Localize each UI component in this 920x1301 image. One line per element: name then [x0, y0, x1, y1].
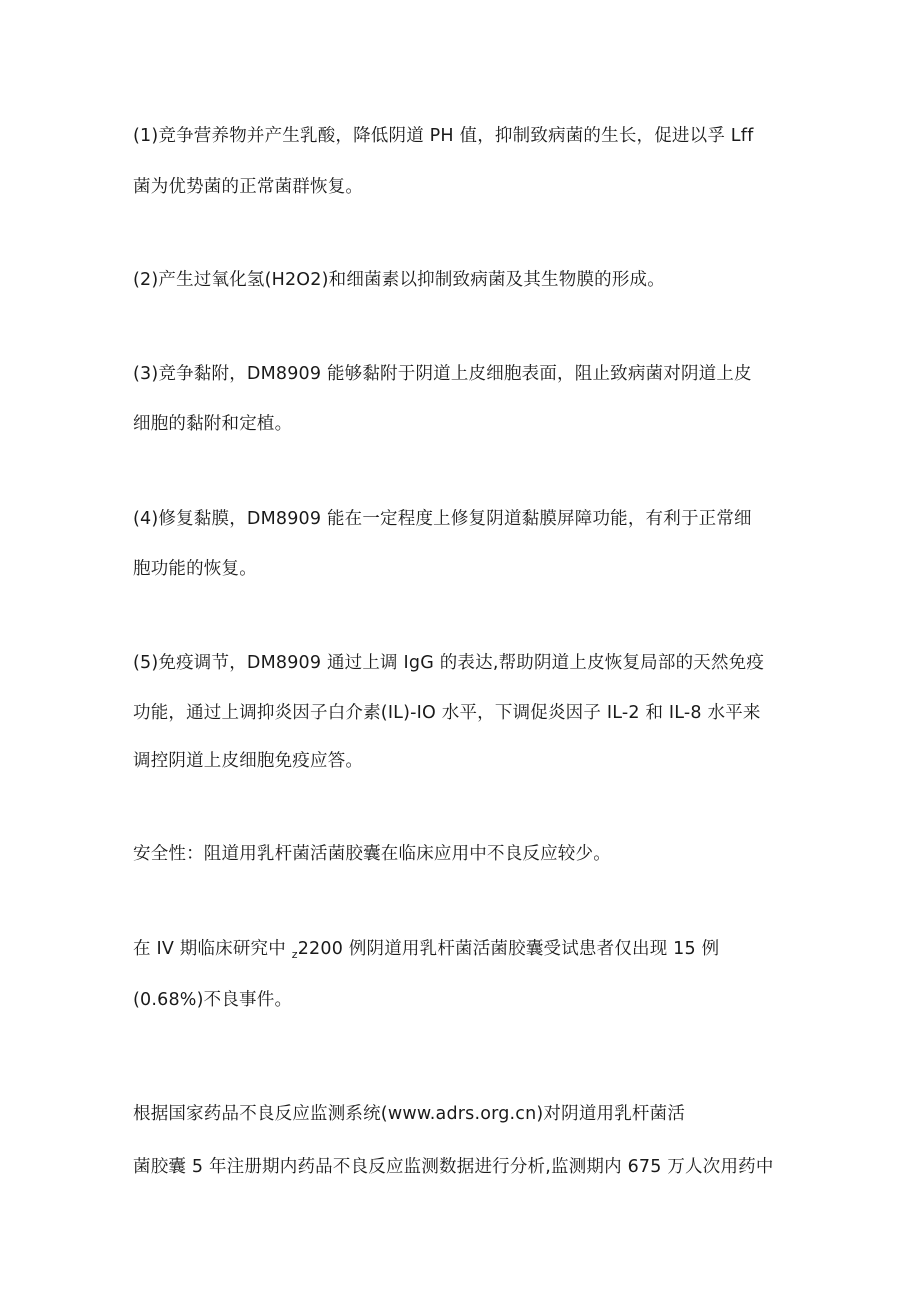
phase-iv-line-1-sub: z [291, 948, 298, 961]
paragraph-5-line-1: (5)免疫调节，DM8909 通过上调 IgG 的表达,帮助阴道上皮恢复局部的天然免疫 [133, 653, 765, 673]
paragraph-2-line-1: (2)产生过氧化氢(H2O2)和细菌素以抑制致病菌及其生物膜的形成。 [133, 270, 665, 290]
paragraph-4-line-2: 胞功能的恢复。 [133, 559, 257, 579]
phase-iv-line-1-before: 在 IV 期临床研究中 [133, 939, 292, 959]
paragraph-3-line-1: (3)竞争黏附，DM8909 能够黏附于阴道上皮细胞表面，阻止致病菌对阴道上皮 [133, 364, 752, 384]
paragraph-1-line-2: 菌为优势菌的正常菌群恢复。 [133, 177, 364, 197]
paragraph-5-line-2: 功能，通过上调抑炎因子白介素(IL)-IO 水平，下调促炎因子 IL-2 和 IL-8 水平来 [133, 703, 761, 723]
paragraph-5-line-3: 调控阴道上皮细胞免疫应答。 [133, 751, 364, 771]
phase-iv-line-1 [133, 937, 719, 967]
paragraph-4-line-1: (4)修复黏膜，DM8909 能在一定程度上修复阴道黏膜屏障功能，有利于正常细 [133, 509, 752, 529]
paragraph-3-line-2: 细胞的黏附和定植。 [133, 414, 293, 434]
paragraph-1-line-1: (1)竞争营养物并产生乳酸，降低阴道 PH 值，抑制致病菌的生长，促进以孚 Lff [133, 126, 754, 146]
safety-line: 安全性：阻道用乳杆菌活菌胶囊在临床应用中不良反应较少。 [133, 844, 611, 864]
monitoring-line-1: 根据国家药品不良反应监测系统(www.adrs.org.cn)对阴道用乳杆菌活 [133, 1104, 686, 1124]
phase-iv-line-2: (0.68%)不良事件。 [133, 990, 293, 1010]
phase-iv-line-1-after: 2200 例阴道用乳杆菌活菌胶囊受试患者仅出现 15 例 [297, 939, 720, 959]
monitoring-line-2: 菌胶囊 5 年注册期内药品不良反应监测数据进行分析,监测期内 675 万人次用药中 [133, 1157, 774, 1177]
